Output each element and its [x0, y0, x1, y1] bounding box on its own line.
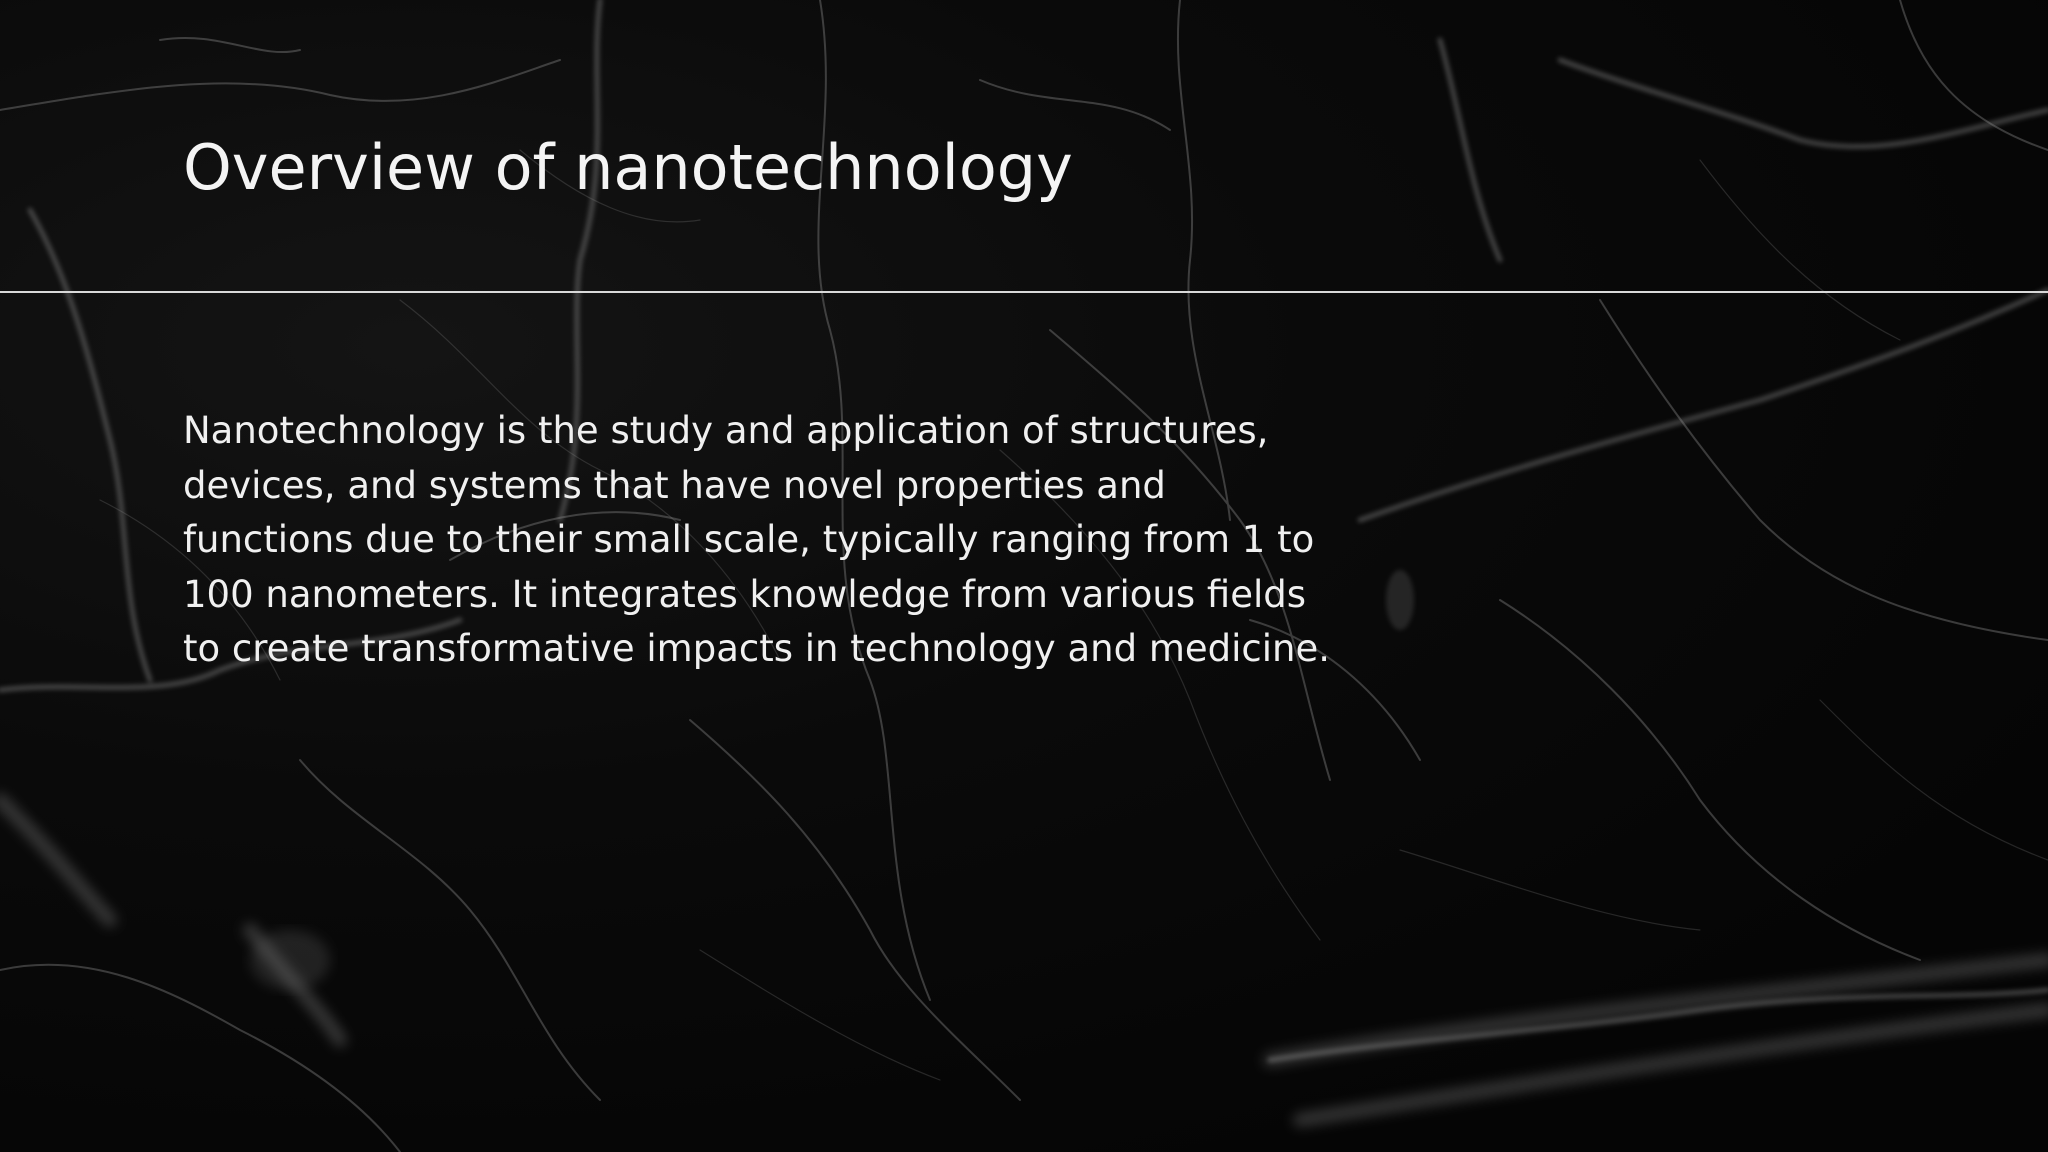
title-divider	[0, 291, 2048, 293]
slide-title: Overview of nanotechnology	[183, 131, 1073, 204]
slide-body-text: Nanotechnology is the study and application of structures, devices, and systems that have novel properties and functions due to their small scale, typically ranging from 1 to 100 nanometers. It integrates knowledge from various fields to create transformative impacts in technology and medicine.	[183, 409, 1330, 670]
